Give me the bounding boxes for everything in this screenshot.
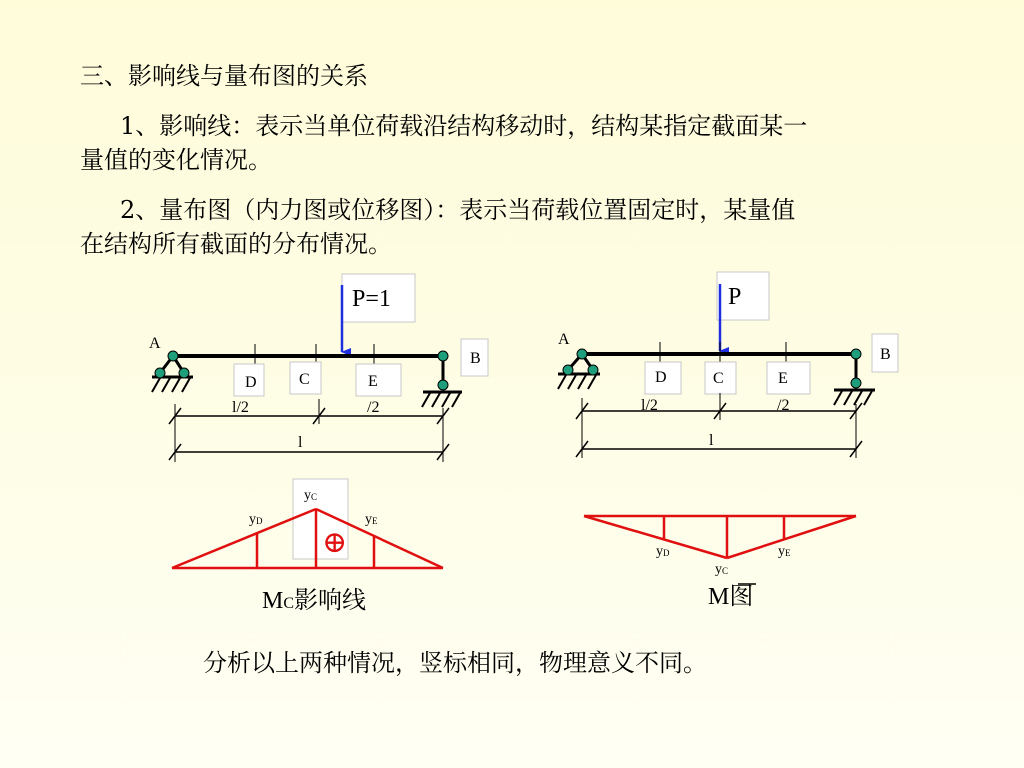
right-support-a-label: A <box>558 331 570 348</box>
right-dim-right-label: /2 <box>777 397 790 414</box>
left-ye-label: yE <box>365 512 378 527</box>
conclusion-text: 分析以上两种情况，竖标相同，物理意义不同。 <box>203 649 707 677</box>
left-support-b-label: B <box>470 350 481 367</box>
right-point-d-label: D <box>655 369 667 386</box>
distribution-diagram-definition-line1: 2、量布图（内力图或位移图）：表示当荷载位置固定时，某量值 <box>120 196 796 224</box>
right-dimension-lines <box>576 393 862 458</box>
right-caption: M图 <box>708 584 754 610</box>
right-load-label-box <box>717 272 769 320</box>
left-dim-left-label: l/2 <box>232 399 249 416</box>
right-dim-total-label: l <box>709 432 714 449</box>
right-load-label: P <box>728 284 742 310</box>
distribution-diagram-definition-line2: 在结构所有截面的分布情况。 <box>80 230 392 258</box>
left-dim-total-label: l <box>298 434 303 451</box>
influence-line-definition-line1: 1、影响线：表示当单位荷载沿结构移动时，结构某指定截面某一 <box>120 112 808 140</box>
right-yd-label: yD <box>656 544 670 559</box>
left-point-c-label: C <box>299 371 310 388</box>
influence-line-definition-line2: 量值的变化情况。 <box>80 146 272 174</box>
left-roller-support-b <box>422 351 462 407</box>
right-beam-diagram <box>558 272 898 610</box>
left-support-a-label: A <box>149 335 161 352</box>
left-beam-diagram <box>149 274 488 614</box>
section-heading: 三、影响线与量布图的关系 <box>80 62 368 90</box>
right-point-e-label: E <box>778 370 788 387</box>
left-yd-label: yD <box>249 512 263 527</box>
left-point-d-label: D <box>245 374 257 391</box>
right-roller-support-b <box>834 349 875 405</box>
left-point-e-label: E <box>368 373 378 390</box>
right-dim-left-label: l/2 <box>641 397 658 414</box>
left-dim-right-label: /2 <box>367 399 380 416</box>
left-load-label: P=1 <box>352 286 391 312</box>
right-moment-diagram <box>584 516 856 558</box>
left-yc-label: yC <box>304 488 318 503</box>
right-ye-label: yE <box>778 544 791 559</box>
right-point-c-label: C <box>713 370 724 387</box>
right-yc-label: yC <box>715 562 729 577</box>
left-positive-sign: ⊕ <box>322 526 348 559</box>
left-dimension-lines <box>169 399 449 462</box>
left-caption: MC影响线 <box>262 588 367 614</box>
right-support-b-label: B <box>880 346 891 363</box>
